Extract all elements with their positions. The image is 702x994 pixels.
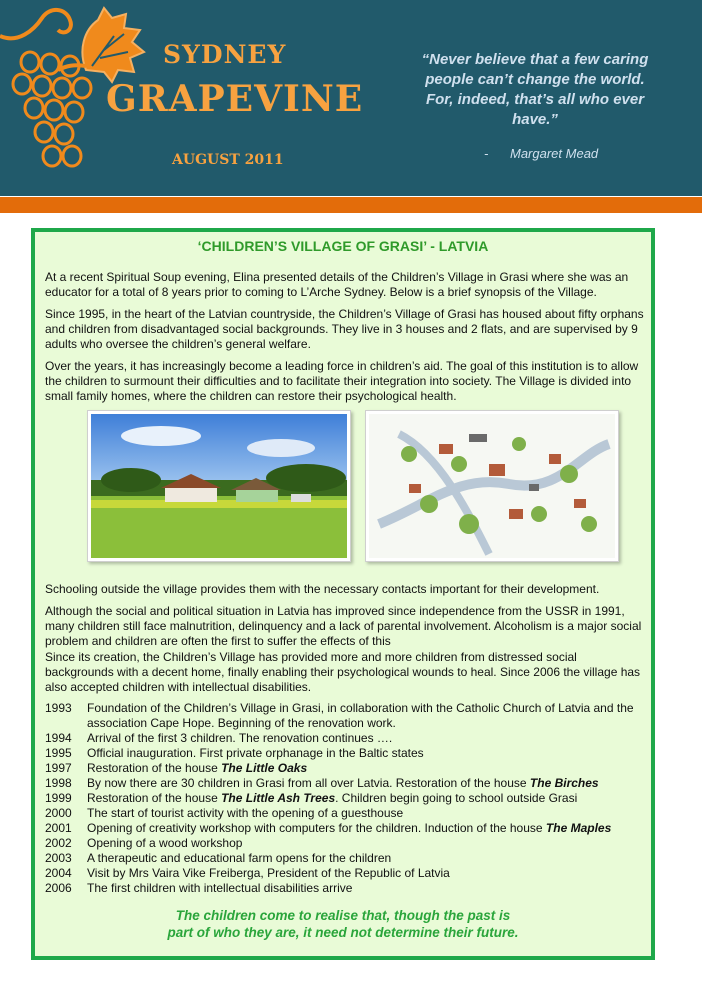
- paragraph-intro: At a recent Spiritual Soup evening, Elina presented details of the Children’s Village in Grasi where she was an educator for a total of 8 years prior to coming to L’Arche Sydney. Below is a brief synopsis of the Village.: [45, 270, 629, 299]
- timeline-event: [87, 851, 657, 866]
- event-text: Official inauguration. First private orphanage in the Baltic states: [87, 746, 424, 760]
- paragraph-situation: Although the social and political situation in Latvia has improved since independence from the USSR in 1991, many children still face malnutrition, delinquency and a lack of parental involvement. Alcoholism is a major social problem and children are often the first to suffer the effects of this: [45, 604, 642, 648]
- closing-line: The children come to realise that, though the past is: [175, 908, 511, 923]
- house-name: The Birches: [529, 776, 599, 790]
- accent-band: [0, 197, 702, 213]
- timeline-year: 2006: [45, 881, 72, 895]
- timeline-year: 2001: [45, 821, 72, 835]
- village-photo: [87, 410, 351, 562]
- timeline-year: 2003: [45, 851, 72, 865]
- quote-author: - Margaret Mead: [484, 146, 599, 161]
- newsletter-header: [0, 0, 702, 196]
- timeline-year: 2004: [45, 866, 72, 880]
- timeline-event: [87, 881, 657, 896]
- timeline-year: 1993: [45, 701, 72, 715]
- paragraph-creation: Since its creation, the Children’s Village has provided more and more children from distressed social backgrounds with a decent home, finally enabling their psychological wounds to heal. Since 2006 the village has also accepted children with intellectual disabilities.: [45, 650, 641, 694]
- house-name: The Little Ash Trees: [221, 791, 336, 805]
- timeline-event: [87, 731, 657, 746]
- event-text: By now there are 30 children in Grasi from all over Latvia. Restoration of the house: [87, 776, 530, 790]
- timeline-year: 1997: [45, 761, 72, 775]
- timeline-event: [87, 806, 657, 821]
- paragraph-goal: Over the years, it has increasingly become a leading force in children’s aid. The goal of this institution is to allow the children to surmount their difficulties and to facilitate their integration into society. The Village is divided into small family homes, where the children can restore their psychological health.: [45, 359, 639, 403]
- event-text: Arrival of the first 3 children. The renovation continues ….: [87, 731, 393, 745]
- timeline-event: [87, 791, 657, 806]
- event-text: Restoration of the house: [87, 791, 222, 805]
- timeline-year: 1994: [45, 731, 72, 745]
- timeline-event: [87, 761, 657, 776]
- timeline-event: [87, 776, 657, 791]
- event-text: Opening of a wood workshop: [87, 836, 243, 850]
- village-map-illustration: [365, 410, 619, 562]
- village-map-image: [369, 414, 615, 558]
- quote-line: have.”: [512, 111, 558, 128]
- house-name: The Maples: [545, 821, 612, 835]
- brand-grapevine: GRAPEVINE: [106, 78, 364, 120]
- header-quote: [400, 50, 670, 130]
- event-text: Visit by Mrs Vaira Vike Freiberga, President of the Republic of Latvia: [87, 866, 450, 880]
- timeline-year: 1995: [45, 746, 72, 760]
- timeline-year: 1998: [45, 776, 72, 790]
- event-text: The start of tourist activity with the opening of a guesthouse: [87, 806, 404, 820]
- closing-quote: [35, 907, 651, 941]
- quote-line: For, indeed, that’s all who ever: [425, 91, 645, 108]
- timeline-event: [87, 746, 657, 761]
- paragraph-schooling: Schooling outside the village provides them with the necessary contacts important for their development.: [45, 582, 600, 596]
- article-card: [31, 228, 655, 960]
- event-text: Opening of creativity workshop with computers for the children. Induction of the house: [87, 821, 546, 835]
- timeline-year: 2000: [45, 806, 72, 820]
- article-title: ‘CHILDREN’S VILLAGE OF GRASI’ - LATVIA: [197, 238, 489, 254]
- timeline-year: 1999: [45, 791, 72, 805]
- quote-line: “Never believe that a few caring: [421, 51, 649, 68]
- event-text: Foundation of the Children’s Village in Grasi, in collaboration with the Catholic Church of Latvia and the association Cape Hope. Beginning of the renovation work.: [87, 701, 634, 730]
- timeline-event: [87, 701, 657, 731]
- event-text: . Children begin going to school outside Grasi: [335, 791, 578, 805]
- timeline-event: [87, 866, 657, 881]
- paragraph-history: Since 1995, in the heart of the Latvian countryside, the Children’s Village of Grasi has housed about fifty orphans and children from disadvantaged social backgrounds. They live in 3 houses and 2 flats, and are supervised by 9 adults who oversee the children’s general welfare.: [45, 307, 644, 351]
- timeline-year: 2002: [45, 836, 72, 850]
- event-text: A therapeutic and educational farm opens for the children: [87, 851, 392, 865]
- timeline-event: [87, 821, 657, 836]
- brand-sydney: SYDNEY: [163, 40, 287, 69]
- village-photo-image: [91, 414, 347, 558]
- closing-line: part of who they are, it need not determine their future.: [167, 925, 519, 940]
- issue-date: AUGUST 2011: [172, 152, 284, 168]
- event-text: The first children with intellectual disabilities arrive: [87, 881, 353, 895]
- house-name: The Little Oaks: [221, 761, 308, 775]
- event-text: Restoration of the house: [87, 761, 222, 775]
- timeline-event: [87, 836, 657, 851]
- quote-line: people can’t change the world.: [425, 71, 645, 88]
